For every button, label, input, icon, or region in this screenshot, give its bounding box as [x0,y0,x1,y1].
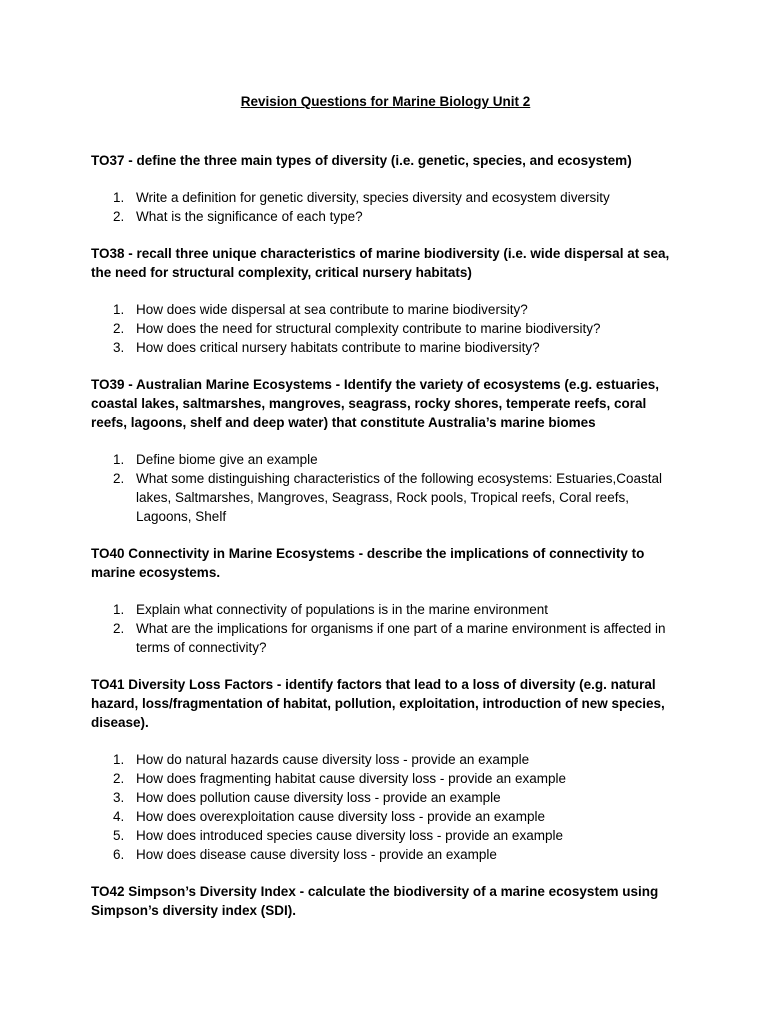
question-text: How does disease cause diversity loss - provide an example [136,847,497,862]
question-item [91,769,680,788]
question-number: 1. [113,190,125,205]
question-number: 3. [113,790,125,805]
question-item [91,807,680,826]
section-heading: TO38 - recall three unique characteristics of marine biodiversity (i.e. wide dispersal at sea, the need for structural complexity, critical nursery habitats) [91,246,670,280]
question-number: 2. [113,621,125,636]
question-item [91,338,680,357]
question-text: How does introduced species cause diversity loss - provide an example [136,828,563,843]
question-item [91,319,680,338]
section-to40 [91,544,680,657]
question-item [91,469,680,526]
question-list [91,750,680,864]
section-heading: TO41 Diversity Loss Factors - identify factors that lead to a loss of diversity (e.g. natural hazard, loss/fragmentation of habitat, pollution, exploitation, introduction of new species, disease). [91,677,665,730]
question-item [91,750,680,769]
question-item [91,619,680,657]
question-number: 5. [113,828,125,843]
question-item [91,826,680,845]
section-to39 [91,375,680,526]
question-number: 6. [113,847,125,862]
question-text: How does wide dispersal at sea contribute to marine biodiversity? [136,302,528,317]
question-text: Define biome give an example [136,452,318,467]
question-item [91,207,680,226]
question-number: 4. [113,809,125,824]
section-heading: TO39 - Australian Marine Ecosystems - Identify the variety of ecosystems (e.g. estuaries, coastal lakes, saltmarshes, mangroves, seagrass, rocky shores, temperate reefs, coral reefs, lagoons, shelf and deep water) that constitute Australia’s marine biomes [91,377,659,430]
section-heading: TO37 - define the three main types of diversity (i.e. genetic, species, and ecosystem) [91,153,632,168]
question-text: How does fragmenting habitat cause diversity loss - provide an example [136,771,566,786]
question-text: What are the implications for organisms if one part of a marine environment is affected in terms of connectivity? [136,621,666,655]
question-number: 1. [113,302,125,317]
question-item [91,188,680,207]
question-item [91,450,680,469]
question-text: What is the significance of each type? [136,209,363,224]
question-item [91,788,680,807]
question-text: Explain what connectivity of populations is in the marine environment [136,602,548,617]
question-text: How does the need for structural complexity contribute to marine biodiversity? [136,321,601,336]
question-number: 1. [113,602,125,617]
question-number: 2. [113,321,125,336]
question-text: What some distinguishing characteristics of the following ecosystems: Estuaries,Coastal lakes, Saltmarshes, Mangroves, Seagrass, Rock pools, Tropical reefs, Coral reefs, Lagoons, Shelf [136,471,662,524]
question-number: 1. [113,752,125,767]
question-number: 2. [113,209,125,224]
section-heading: TO40 Connectivity in Marine Ecosystems - describe the implications of connectivity to marine ecosystems. [91,546,645,580]
question-list [91,600,680,657]
question-text: Write a definition for genetic diversity, species diversity and ecosystem diversity [136,190,610,205]
section-heading: TO42 Simpson’s Diversity Index - calculate the biodiversity of a marine ecosystem using Simpson’s diversity index (SDI). [91,884,659,918]
section-to37 [91,151,680,226]
question-item [91,600,680,619]
question-list [91,300,680,357]
section-to42 [91,882,680,920]
document-title: Revision Questions for Marine Biology Unit 2 [240,94,531,109]
question-list [91,450,680,526]
question-number: 2. [113,471,125,486]
question-number: 1. [113,452,125,467]
question-text: How does critical nursery habitats contribute to marine biodiversity? [136,340,540,355]
question-list [91,188,680,226]
question-text: How does overexploitation cause diversity loss - provide an example [136,809,545,824]
question-text: How do natural hazards cause diversity loss - provide an example [136,752,530,767]
question-item [91,845,680,864]
section-to38 [91,244,680,357]
section-to41 [91,675,680,864]
question-item [91,300,680,319]
question-number: 2. [113,771,125,786]
question-text: How does pollution cause diversity loss - provide an example [136,790,501,805]
question-number: 3. [113,340,125,355]
